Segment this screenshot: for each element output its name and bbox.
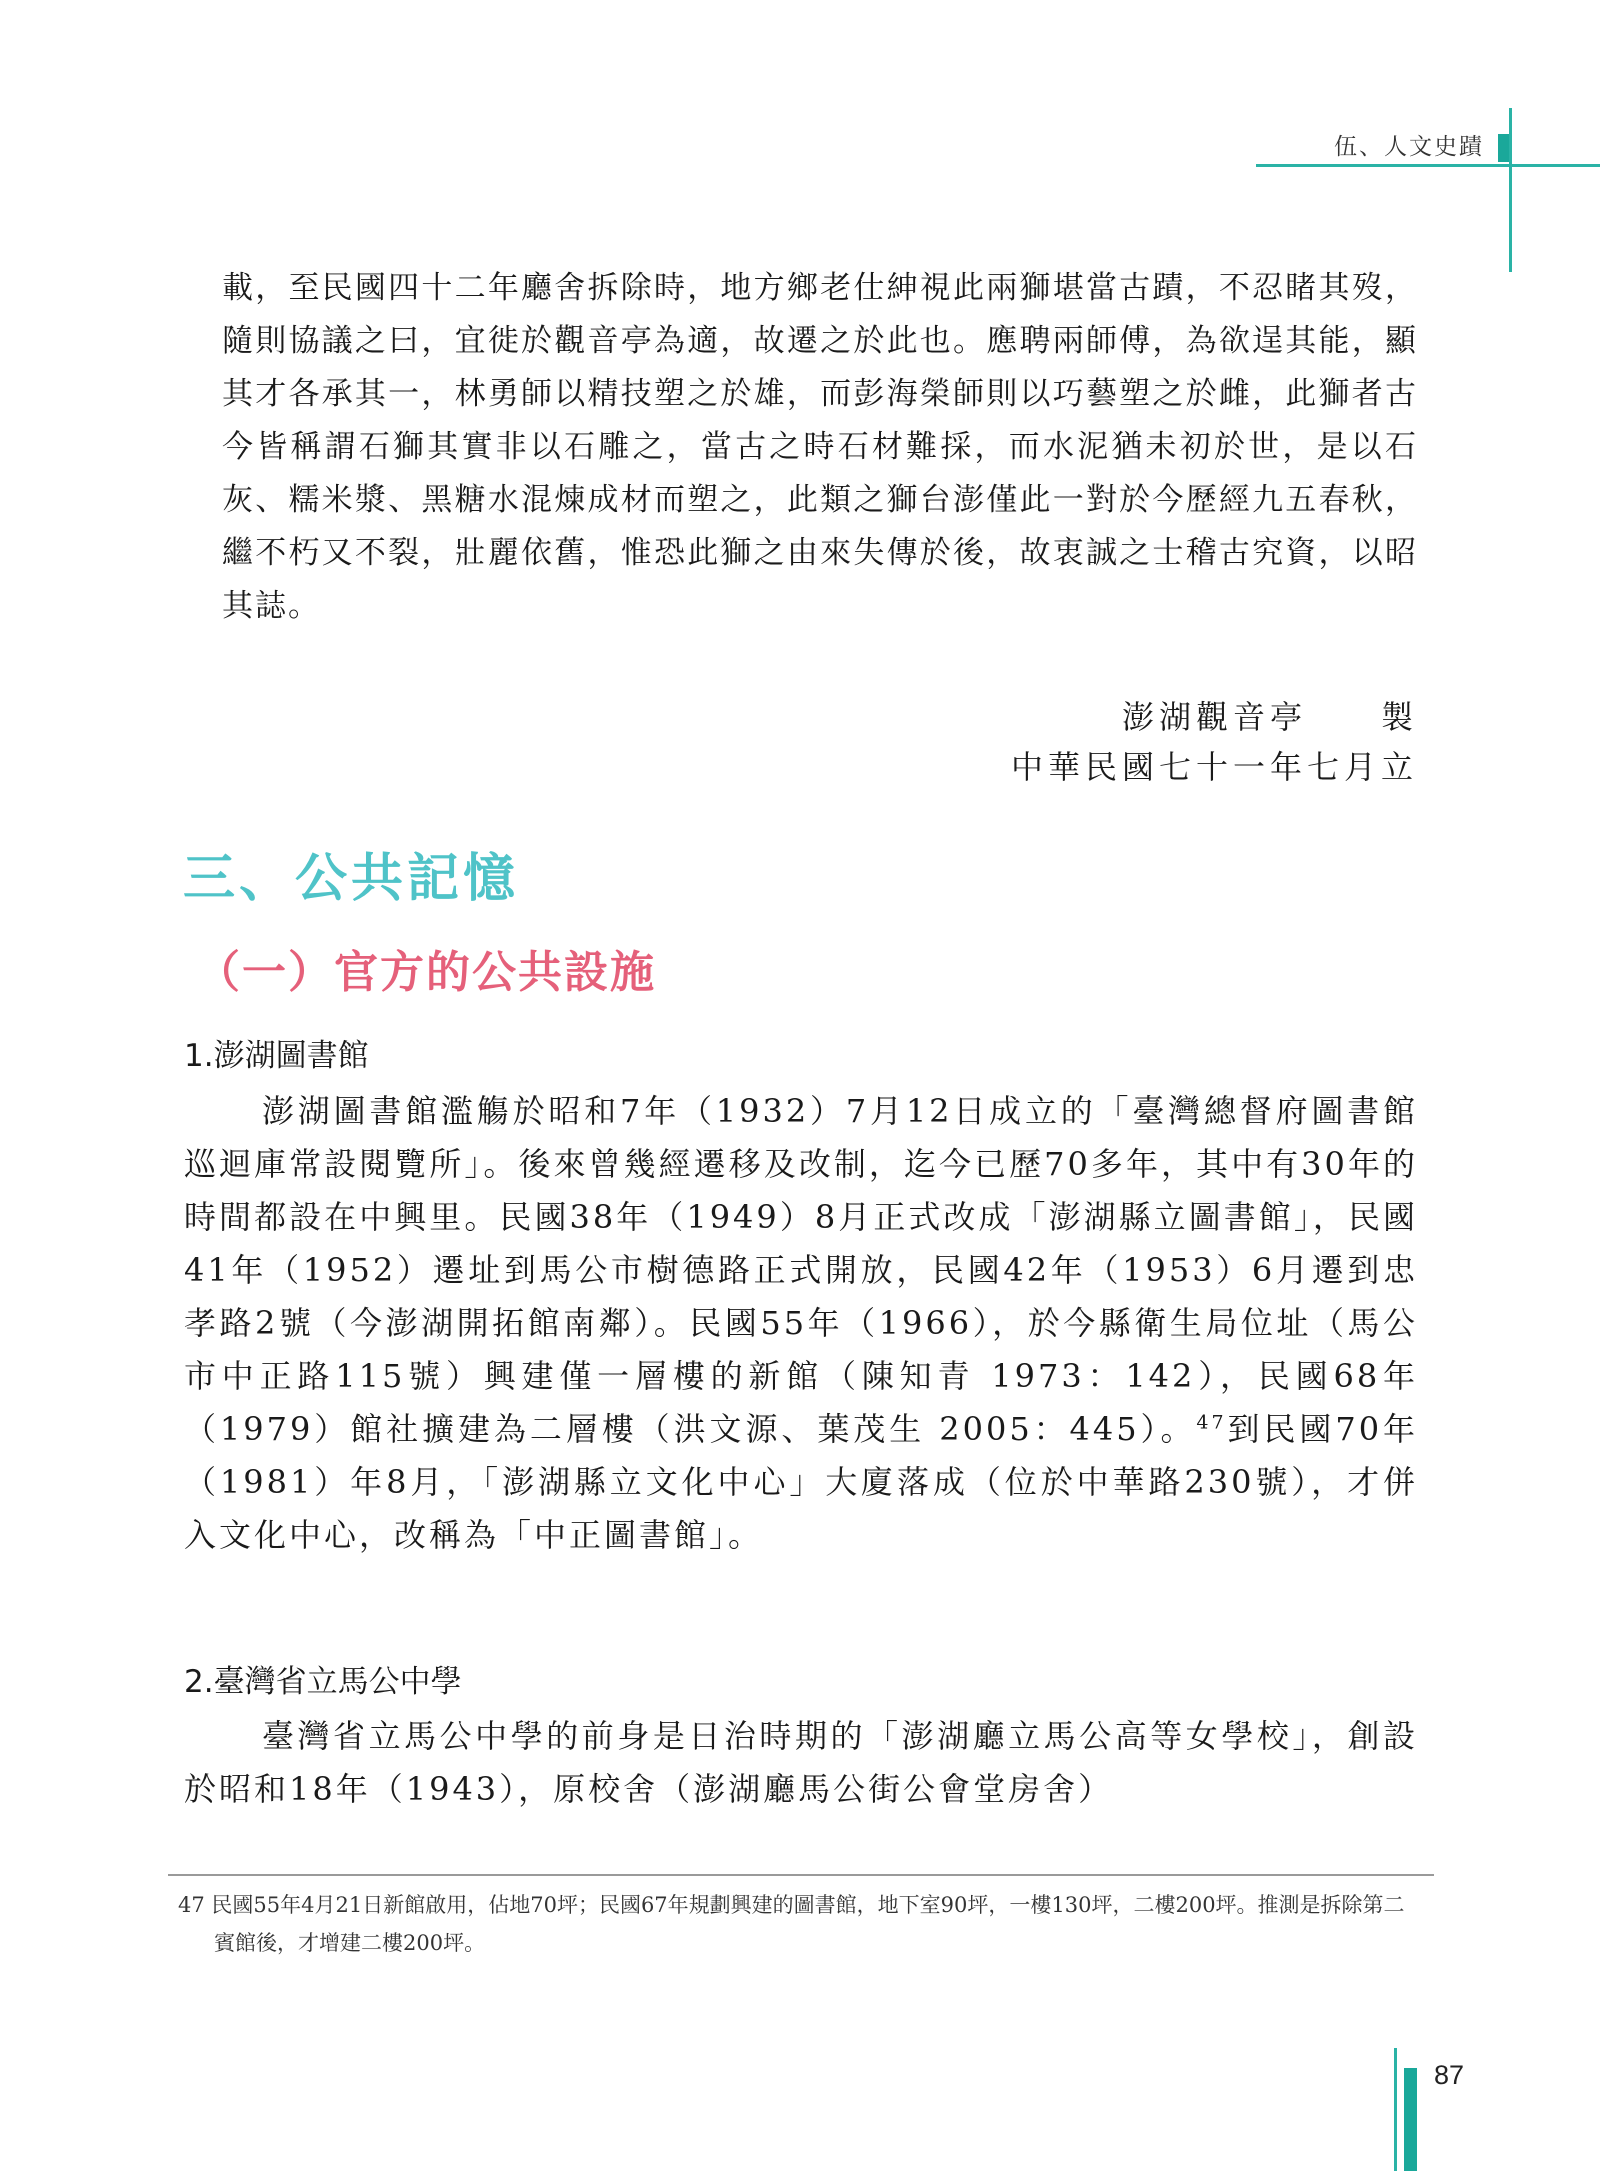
library-text-part2: 到民國70年（1981）年8月，「澎湖縣立文化中心」大廈落成（位於中華路230號），才併入文化中心，改稱為「中正圖書館」。	[184, 1410, 1418, 1554]
footnote-divider	[168, 1874, 1434, 1876]
school-text: 臺灣省立馬公中學的前身是日治時期的「澎湖廳立馬公高等女學校」，創設於昭和18年（1943），原校舍（澎湖廳馬公街公會堂房舍）	[184, 1717, 1418, 1808]
item-title-library: 1.澎湖圖書館	[184, 1038, 369, 1074]
item-body-school	[184, 1710, 1418, 1816]
footer-accent-block	[1404, 2068, 1417, 2171]
inscription-maker: 澎湖觀音亭 製	[1121, 698, 1418, 736]
inscription-text	[222, 262, 1418, 633]
header-rule-horizontal	[1256, 164, 1600, 167]
page-number: 87	[1434, 2060, 1465, 2090]
inscription-date: 中華民國七十一年七月立	[1010, 748, 1418, 786]
subsection-title: （一）官方的公共設施	[196, 947, 656, 998]
footer-rule-vertical	[1394, 2048, 1397, 2171]
item-body-library	[184, 1085, 1418, 1562]
chapter-header: 伍、人文史蹟	[1334, 134, 1484, 160]
footnote-number: 47	[178, 1893, 205, 1917]
inscription-paragraph: 載，至民國四十二年廳舍拆除時，地方鄉老仕紳視此兩獅堪當古蹟，不忍睹其歿，隨則協議之曰，宜徙於觀音亭為適，故遷之於此也。應聘兩師傅，為欲逞其能，顯其才各承其一，林勇師以精技塑之於雄，而彭海榮師則以巧藝塑之於雌，此獅者古今皆稱謂石獅其實非以石雕之，當古之時石材難採，而水泥猶未初於世，是以石灰、糯米漿、黑糖水混煉成材而塑之，此類之獅台澎僅此一對於今歷經九五春秋，繼不朽又不裂，壯麗依舊，惟恐此獅之由來失傳於後，故衷誠之士稽古究資，以昭其誌。	[222, 270, 1418, 624]
library-text-part1: 澎湖圖書館濫觴於昭和7年（1932）7月12日成立的「臺灣總督府圖書館巡迴庫常設閱覽所」。後來曾幾經遷移及改制，迄今已歷70多年，其中有30年的時間都設在中興里。民國38年（1949）8月正式改成「澎湖縣立圖書館」，民國41年（1952）遷址到馬公市樹德路正式開放，民國42年（1953）6月遷到忠孝路2號（今澎湖開拓館南鄰）。民國55年（1966），於今縣衛生局位址（馬公市中正路115號）興建僅一層樓的新館（陳知青 1973：142），民國68年（1979）館社擴建為二層樓（洪文源、葉茂生 2005：445）。	[184, 1092, 1418, 1448]
item-title-school: 2.臺灣省立馬公中學	[184, 1664, 462, 1700]
footnote-text: 民國55年4月21日新館啟用，佔地70坪；民國67年規劃興建的圖書館，地下室90坪，一樓130坪，二樓200坪。推測是拆除第二賓館後，才增建二樓200坪。	[211, 1893, 1405, 1955]
footnote	[178, 1886, 1422, 1962]
footnote-ref[interactable]: 47	[1196, 1411, 1227, 1434]
section-title: 三、公共記憶	[183, 848, 520, 909]
header-rule-vertical	[1509, 108, 1512, 272]
